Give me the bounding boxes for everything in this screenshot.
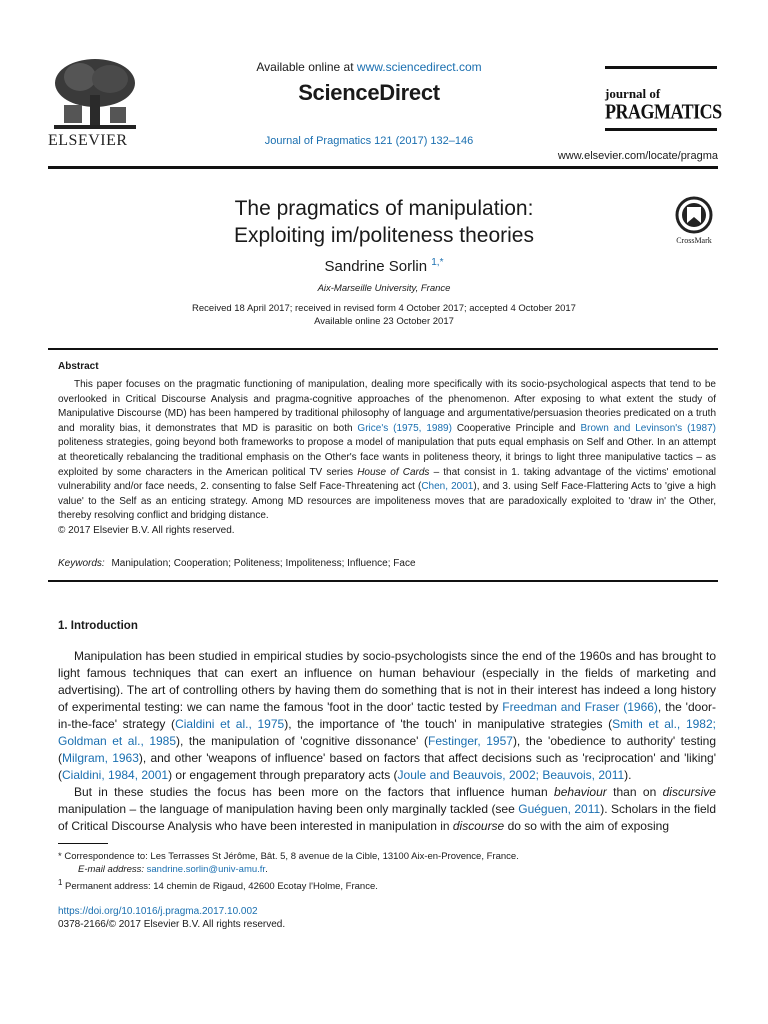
keywords: Keywords: Manipulation; Cooperation; Politeness; Impoliteness; Influence; Face [58,558,416,569]
affiliation: Aix-Marseille University, France [317,283,451,294]
ref-link-chen[interactable]: Chen, 2001 [421,481,474,493]
email-link[interactable]: sandrine.sorlin@univ-amu.fr [146,864,266,875]
author-name[interactable]: Sandrine Sorlin $^{1,*}$ [324,257,444,275]
ref-link[interactable]: Joule and Beauvois, 2002; Beauvois, 2011 [397,768,625,782]
author-footnote-marks[interactable]: 1,* [431,257,444,268]
journal-logo-rule-top [605,66,717,69]
ref-link[interactable]: Festinger, 1957 [428,734,513,748]
ref-link[interactable]: Cialdini et al., 1975 [175,717,285,731]
footnote-divider [58,843,108,844]
ref-link-brown-levinson[interactable]: Brown and Levinson's (1987) [580,422,716,434]
crossmark-label: CrossMark [676,236,712,245]
introduction-text [58,648,716,835]
ref-link[interactable]: Guéguen, 2011 [518,802,601,816]
keywords-divider [48,580,718,582]
abstract-text: This paper focuses on the pragmatic functioning of manipulation, dealing more specifically with its socio-psychological aspects that tend to be overlooked in Critical Discourse Analysis and pragma-cognitive approaches of the phenomenon. After exposing to what extent the study of Manipulative Discourse (MD) has been hampered by traditional philosophy of language and argumentative/persuasion theories predicated on a truth and morality bias, it demonstrates that MD is parasitic on both Grice's (1975, 1989) Cooperative Principle and Brown and Levinson's (1987) politeness strategies, going beyond both frameworks to propose a model of manipulation that puts equal emphasis on Self and Other. In an attempt at theoretically rebalancing the traditional emphasis on the Other's face wants in politeness theory, it brings to light three manipulative tactics – as exploited by some characters in the American political TV series House of Cards – that consist in 1. taking advantage of the victims' emotional vulnerability and/or face needs, 2. consenting to false Self Face-Threatening act (Chen, 2001), and 3. using Self Face-Flattering Acts to 'give a high value' to the Self as an enticing strategy. Among MD resources are impoliteness moves that are paradoxically exploited to 'draw in' the Other, thereby resolving conflict and bridging distance. © 2017 Elsevier B.V. All rights reserved. [58,379,716,536]
footnote-email: E-mail address: sandrine.sorlin@univ-amu.fr. [78,864,268,875]
paragraph: But in these studies the focus has been more on the factors that influence human behaviour than on discursive manipulation – the language of manipulation having been only marginally tackled (see Guéguen, 2011). Scholars in the field of Critical Discourse Analysis who have been interested in manipulation in discourse do so with the aim of exposing [58,785,717,833]
footnote-correspondence: * Correspondence to: Les Terrasses St Jérôme, Bât. 5, 8 avenue de la Cible, 13100 Aix-en-Provence, France. [58,851,519,862]
crossmark-icon[interactable] [672,196,716,236]
footnote-permanent-address: $^1$ Permanent address: 14 chemin de Rigaud, 42600 Ecotay l'Holme, France. [58,878,378,893]
section-heading-introduction: 1. Introduction [58,620,138,632]
article-dates: Received 18 April 2017; received in revised form 4 October 2017; accepted 4 October 2017 [192,303,576,314]
ref-link[interactable]: Freedman and Fraser (1966) [502,700,658,714]
journal-url: www.elsevier.com/locate/pragma [557,150,718,162]
platform-name: ScienceDirect [298,80,440,105]
available-online: Available online at www.sciencedirect.com [256,60,482,74]
journal-logo-line2: PRAGMATICS [605,100,722,123]
abstract-heading: Abstract [58,361,99,372]
journal-logo-line1: journal of [605,86,661,101]
paragraph: Manipulation has been studied in empirical studies by socio-psychologists since the end of the 1960s and has brought to light famous techniques that can exert an influence on human behaviour (especially in the fields of marketing and advertising). The art of controlling others by having them do something that is not in their interest has indeed a long history of experimental testing: we can name the famous 'foot in the door' tactic tested by Freedman and Fraser (1966), the 'door-in-the-face' strategy (Cialdini et al., 1975), the importance of 'the touch' in manipulative strategies (Smith et al., 1982; Goldman et al., 1985), the manipulation of 'cognitive dissonance' (Festinger, 1957), the 'obedience to authority' testing (Milgram, 1963), and other 'weapons of influence' based on factors that affect decisions such as 'reciprocation' and 'liking' (Cialdini, 1984, 2001) or engagement through preparatory acts (Joule and Beauvois, 2002; Beauvois, 2011). [58,649,717,782]
journal-logo-rule-bottom [605,128,717,131]
article-title: The pragmatics of manipulation: Exploiting im/politeness theories [234,197,534,247]
ref-link[interactable]: Smith et al., 1982; Goldman et al., 1985 [58,717,716,748]
doi-link[interactable]: https://doi.org/10.1016/j.pragma.2017.10.002 [58,906,258,917]
publisher-name: ELSEVIER [48,132,128,149]
ref-link[interactable]: Cialdini, 1984, 2001 [62,768,169,782]
ref-link-grice[interactable]: Grice's (1975, 1989) [357,422,452,434]
journal-reference-link[interactable]: Journal of Pragmatics 121 (2017) 132–146 [264,135,474,147]
ref-link[interactable]: Milgram, 1963 [62,751,139,765]
available-online-date: Available online 23 October 2017 [314,316,454,327]
abstract-divider [48,348,718,350]
issn-copyright: 0378-2166/© 2017 Elsevier B.V. All rights reserved. [58,919,286,930]
sciencedirect-link[interactable]: www.sciencedirect.com [356,60,482,74]
abstract-copyright: © 2017 Elsevier B.V. All rights reserved. [58,524,235,536]
header-divider [48,166,718,169]
